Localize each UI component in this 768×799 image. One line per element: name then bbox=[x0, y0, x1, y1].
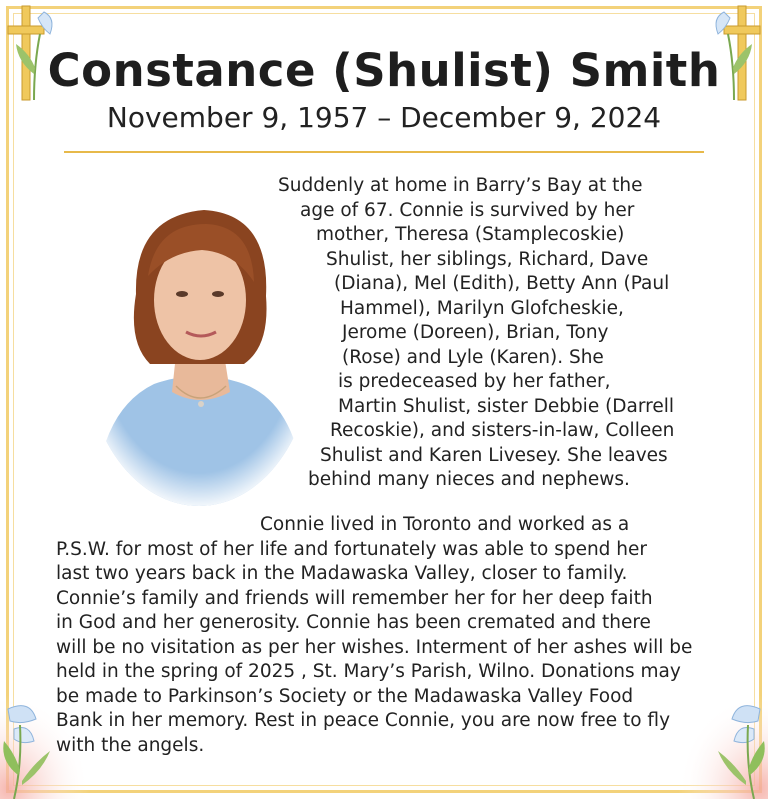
bio-line: (Rose) and Lyle (Karen). She bbox=[342, 346, 604, 368]
bio-line: behind many nieces and nephews. bbox=[308, 469, 630, 490]
bio-line: Hammel), Marilyn Glofcheskie, bbox=[340, 297, 624, 319]
deceased-name: Constance (Shulist) Smith bbox=[47, 44, 721, 97]
body-line: Connie’s family and friends will remember her for her deep faith bbox=[56, 587, 653, 609]
bio-line: mother, Theresa (Stamplecoskie) bbox=[316, 224, 625, 245]
bio-line: (Diana), Mel (Edith), Betty Ann (Paul bbox=[334, 273, 670, 294]
body-line: with the angels. bbox=[56, 734, 205, 756]
bio-line: is predeceased by her father, bbox=[338, 371, 611, 392]
body-line: will be no visitation as per her wishes. Interment of her ashes will be bbox=[56, 636, 693, 658]
body-line: in God and her generosity. Connie has been cremated and there bbox=[56, 612, 651, 633]
divider-rule bbox=[64, 151, 704, 153]
survivors-paragraph bbox=[240, 174, 720, 493]
body-line: last two years back in the Madawaska Valley, closer to family. bbox=[56, 563, 628, 584]
body-line: Bank in her memory. Rest in peace Connie, you are now free to fly bbox=[56, 710, 671, 731]
bio-line: Martin Shulist, sister Debbie (Darrell bbox=[338, 395, 675, 417]
life-story-paragraph bbox=[56, 513, 716, 758]
life-dates: November 9, 1957 – December 9, 2024 bbox=[106, 101, 662, 134]
bio-line: Jerome (Doreen), Brian, Tony bbox=[342, 322, 609, 343]
body-line: P.S.W. for most of her life and fortunately was able to spend her bbox=[56, 538, 648, 560]
body-line: held in the spring of 2025 , St. Mary’s Parish, Wilno. Donations may bbox=[56, 661, 681, 682]
body-line: Connie lived in Toronto and worked as a bbox=[260, 514, 630, 535]
bio-line: age of 67. Connie is survived by her bbox=[300, 199, 635, 221]
bio-line: Suddenly at home in Barry’s Bay at the bbox=[278, 175, 643, 196]
body-line: be made to Parkinson’s Society or the Madawaska Valley Food bbox=[56, 685, 634, 707]
bio-line: Shulist, her siblings, Richard, Dave bbox=[326, 248, 649, 270]
bio-line: Shulist and Karen Livesey. She leaves bbox=[320, 444, 668, 466]
bio-line: Recoskie), and sisters-in-law, Colleen bbox=[330, 420, 675, 441]
